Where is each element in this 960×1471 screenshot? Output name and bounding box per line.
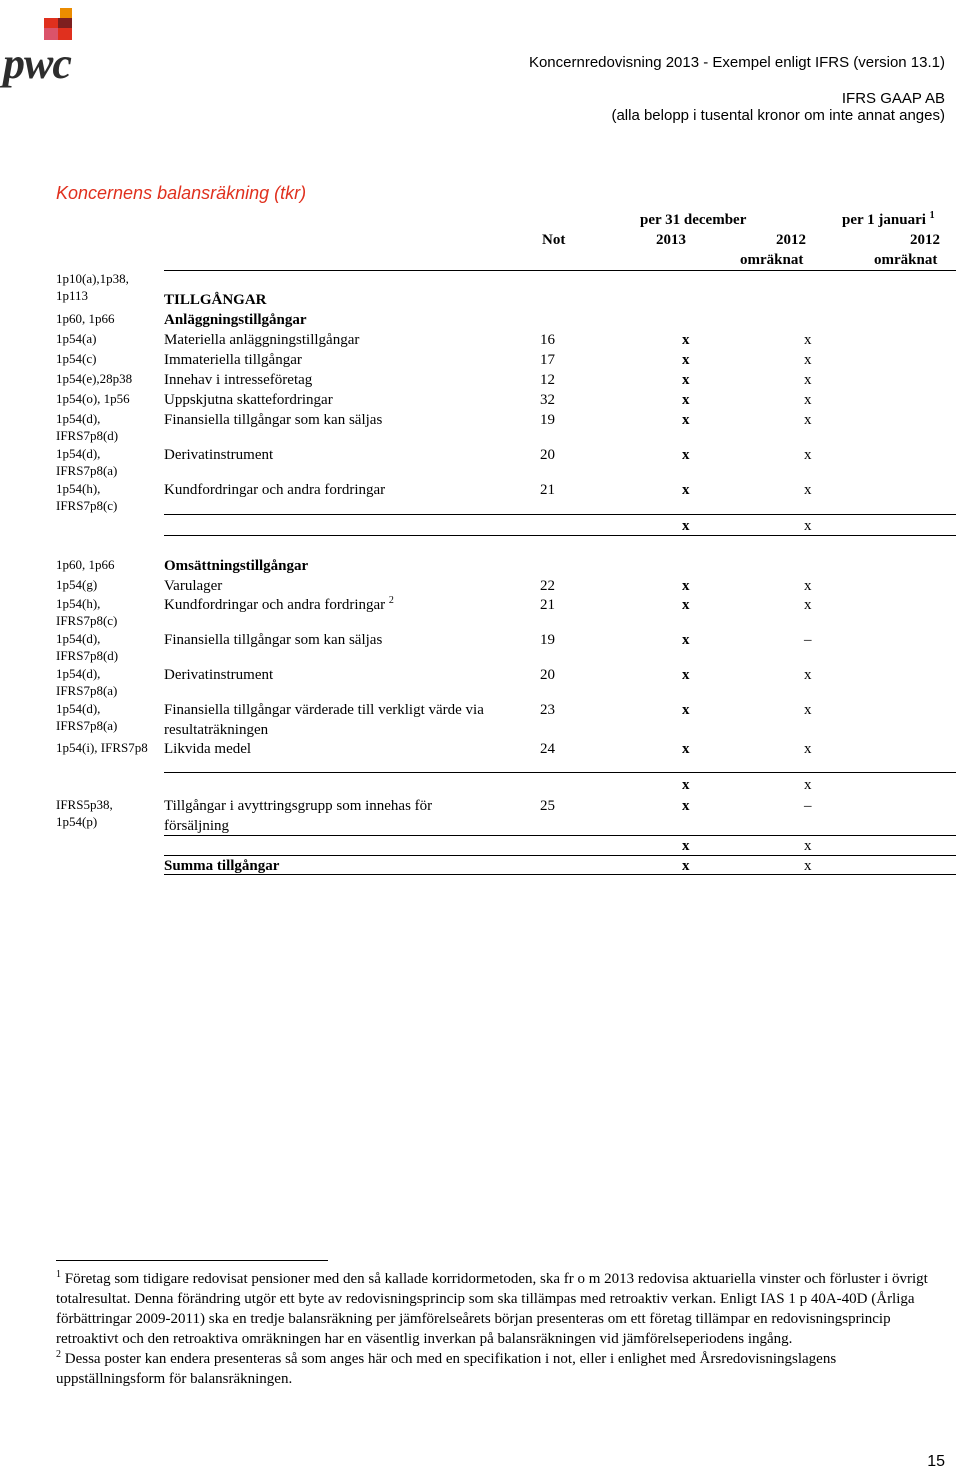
row-label: Innehav i intresseföretag xyxy=(164,372,313,388)
row-value-2013: x xyxy=(682,447,690,463)
row-label: Varulager xyxy=(164,578,223,594)
company-name: IFRS GAAP AB xyxy=(841,90,945,107)
row-value-2012: x xyxy=(804,518,812,534)
row-label: Likvida medel xyxy=(164,741,252,757)
row-note: 21 xyxy=(540,482,555,498)
row-value-2012: x xyxy=(804,332,812,348)
col-header-2012b-sub: omräknat xyxy=(874,252,938,268)
row-label: Kundfordringar och andra fordringar xyxy=(164,482,386,498)
row-value-2013: x xyxy=(682,702,690,718)
col-header-2012-sub: omräknat xyxy=(740,252,804,268)
row-label: Finansiella tillgångar som kan säljas xyxy=(164,412,383,428)
logo-text: pwc xyxy=(3,39,71,88)
row-value-2012: – xyxy=(804,798,812,814)
row-value-2013: x xyxy=(682,777,690,793)
row-reference: 1p60, 1p66 xyxy=(56,311,115,326)
row-note: 23 xyxy=(540,702,555,718)
col-header-not: Not xyxy=(542,232,566,248)
row-label: Materiella anläggningstillgångar xyxy=(164,332,360,348)
row-value-2013: x xyxy=(682,597,690,613)
col-header-per-dec: per 31 december xyxy=(640,212,747,228)
document-title: Koncernredovisning 2013 - Exempel enligt IFRS (version 13.1) xyxy=(528,54,945,71)
row-value-2012: x xyxy=(804,741,812,757)
units-note: (alla belopp i tusental kronor om inte annat anges) xyxy=(611,107,945,124)
row-note: 24 xyxy=(540,741,555,757)
row-value-2013: x xyxy=(682,482,690,498)
row-value-2013: x xyxy=(682,332,690,348)
row-note: 16 xyxy=(540,332,555,348)
col-header-2013: 2013 xyxy=(656,232,686,248)
row-reference: 1p54(c) xyxy=(56,351,97,366)
row-label: TILLGÅNGAR xyxy=(164,292,267,308)
footnote-2: $^2$ Dessa poster kan endera presenteras så som anges här och med en specifikation i not, eller i enlighet med Årsredovisningslagens uppställningsform för balansräkningen. xyxy=(56,1349,837,1387)
row-reference: 1p54(i), IFRS7p8 xyxy=(56,740,148,755)
row-label: Finansiella tillgångar som kan säljas xyxy=(164,632,383,648)
row-value-2012: x xyxy=(804,482,812,498)
row-note: 20 xyxy=(540,667,555,683)
row-reference: 1p60, 1p66 xyxy=(56,557,115,572)
row-value-2013: x xyxy=(682,578,690,594)
row-value-2013: x xyxy=(682,858,690,874)
row-label: Immateriella tillgångar xyxy=(164,352,302,368)
row-value-2012: x xyxy=(804,578,812,594)
row-note: 12 xyxy=(540,372,555,388)
row-value-2012: x xyxy=(804,838,812,854)
col-header-2012b: 2012 xyxy=(910,232,940,248)
row-value-2012: x xyxy=(804,858,812,874)
col-header-2012: 2012 xyxy=(776,232,806,248)
page-number: 15 xyxy=(927,1453,945,1470)
row-value-2013: x xyxy=(682,632,690,648)
row-label: Tillgångar i avyttringsgrupp som innehas för försäljning xyxy=(164,798,433,834)
row-label: Anläggningstillgångar xyxy=(164,312,307,328)
row-value-2012: – xyxy=(804,632,812,648)
row-reference: 1p10(a),1p38, 1p113 xyxy=(56,271,129,303)
col-header-per-jan: per 1 januari $^1$ xyxy=(842,210,935,228)
row-note: 21 xyxy=(540,597,555,613)
row-reference: 1p54(h), IFRS7p8(c) xyxy=(56,596,118,628)
row-reference: 1p54(h), IFRS7p8(c) xyxy=(56,481,118,513)
row-note: 22 xyxy=(540,578,555,594)
row-label: Finansiella tillgångar värderade till verkligt värde via resultaträkningen xyxy=(164,702,484,738)
footnote-1: $^1$ Företag som tidigare redovisat pensioner med den så kallade korridormetoden, ska fr o m 2013 redovisa aktuariella vinster och förluster i övrigt totalresultat. Denna förändring utgör ett byte av redovisningsprincip som ska tillämpas med retroaktiv verkan. Enligt IAS 1 p 40A-40D (Årliga förbättringar 2009-2011) ska en tredje balansräkning per jämförelseårets början presenteras om ett företag tillämpar en redovisningsprincip retroaktivt och den retroaktiva omräkningen har en väsentlig inverkan på balansräkningen vid jämförelseperiodens ingång. xyxy=(56,1269,928,1347)
row-value-2012: x xyxy=(804,372,812,388)
row-value-2012: x xyxy=(804,702,812,718)
row-label: Kundfordringar och andra fordringar $^2$ xyxy=(164,595,394,613)
row-note: 19 xyxy=(540,412,555,428)
row-reference: 1p54(d), IFRS7p8(a) xyxy=(56,666,118,698)
row-reference: 1p54(d), IFRS7p8(a) xyxy=(56,701,118,733)
row-value-2012: x xyxy=(804,777,812,793)
row-reference: IFRS5p38, 1p54(p) xyxy=(56,797,113,829)
row-value-2013: x xyxy=(682,667,690,683)
header-rule xyxy=(164,270,956,271)
row-value-2012: x xyxy=(804,597,812,613)
row-note: 20 xyxy=(540,447,555,463)
footnote-separator xyxy=(56,1260,328,1261)
row-value-2013: x xyxy=(682,838,690,854)
row-value-2013: x xyxy=(682,798,690,814)
subtotal-rule xyxy=(164,514,956,515)
row-note: 17 xyxy=(540,352,555,368)
row-note: 19 xyxy=(540,632,555,648)
row-value-2013: x xyxy=(682,741,690,757)
row-reference: 1p54(g) xyxy=(56,577,98,592)
footnote-ref: 2 xyxy=(388,595,394,606)
row-value-2012: x xyxy=(804,667,812,683)
subtotal-rule xyxy=(164,535,956,536)
row-reference: 1p54(d), IFRS7p8(d) xyxy=(56,411,119,443)
subtotal-rule xyxy=(164,835,956,836)
row-reference: 1p54(d), IFRS7p8(a) xyxy=(56,446,118,478)
row-note: 32 xyxy=(540,392,555,408)
row-value-2013: x xyxy=(682,352,690,368)
row-reference: 1p54(e),28p38 xyxy=(56,371,133,386)
row-label: Derivatinstrument xyxy=(164,447,274,463)
row-reference: 1p54(o), 1p56 xyxy=(56,391,130,406)
page-title: Koncernens balansräkning (tkr) xyxy=(56,183,307,203)
row-reference: 1p54(d), IFRS7p8(d) xyxy=(56,631,119,663)
row-label: Omsättningstillgångar xyxy=(164,558,309,574)
total-rule xyxy=(164,874,956,875)
row-reference: 1p54(a) xyxy=(56,331,97,346)
row-value-2012: x xyxy=(804,392,812,408)
row-value-2012: x xyxy=(804,352,812,368)
row-value-2013: x xyxy=(682,412,690,428)
footnotes xyxy=(56,1269,946,1389)
row-label: Uppskjutna skattefordringar xyxy=(164,392,333,408)
row-value-2013: x xyxy=(682,518,690,534)
row-value-2013: x xyxy=(682,392,690,408)
subtotal-rule xyxy=(164,772,956,773)
row-note: 25 xyxy=(540,798,555,814)
row-label: Summa tillgångar xyxy=(164,858,280,874)
row-value-2013: x xyxy=(682,372,690,388)
row-label: Derivatinstrument xyxy=(164,667,274,683)
row-value-2012: x xyxy=(804,412,812,428)
row-value-2012: x xyxy=(804,447,812,463)
